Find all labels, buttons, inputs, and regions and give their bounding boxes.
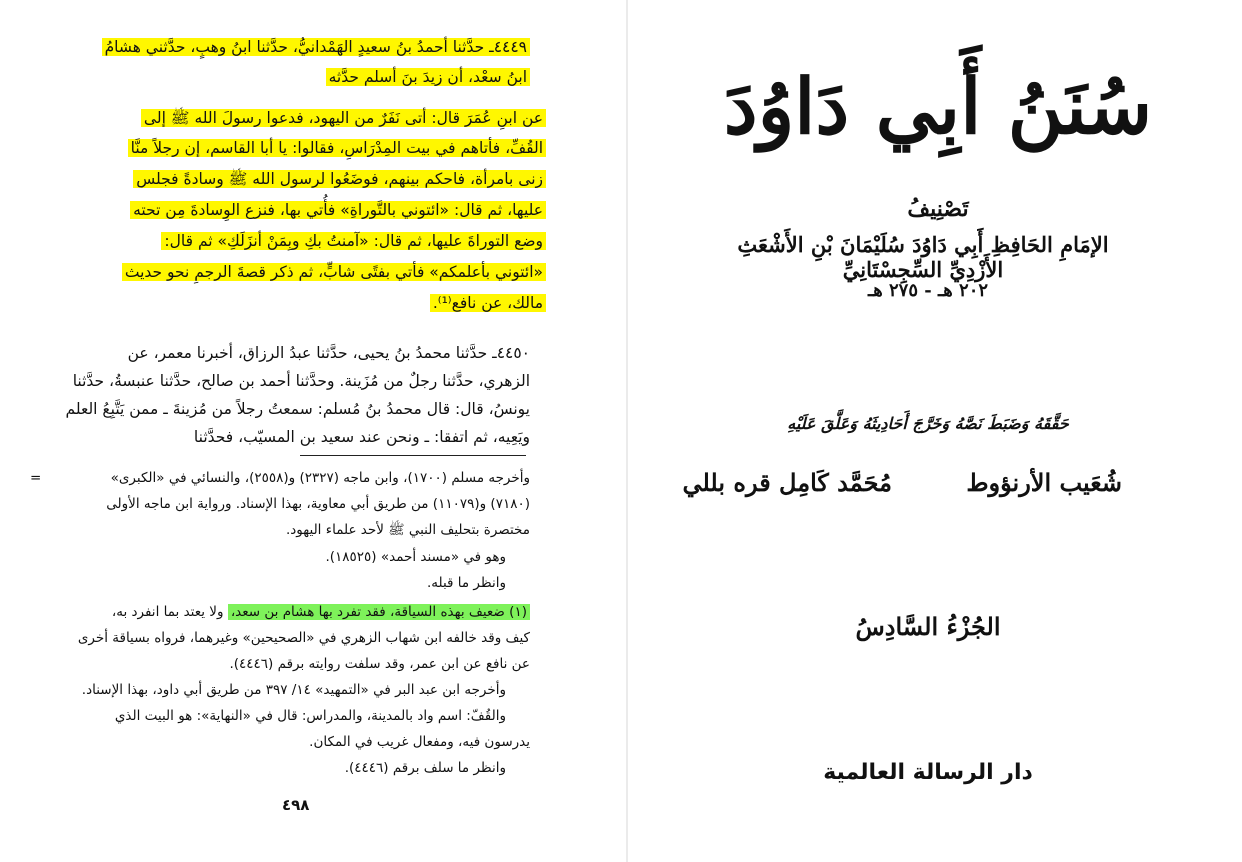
highlighted-text: القُفِّ، فأتاهم في بيت المِدْرَاسِ، فقالوا: يا أبا القاسم، إن رجلاً منَّا <box>128 139 546 157</box>
volume-label: الجُزْءُ السَّادِسُ <box>855 612 1001 641</box>
highlighted-text: عليها، ثم قال: «ائتوني بالتَّوراةِ» فأُتي بها، فنزع الوِسادةَ مِن تحته <box>130 201 546 219</box>
matn-line-6 <box>122 259 546 285</box>
footnote-prev-line-2: (٧١٨٠) و(١١٠٧٩) من طريق أبي معاوية، بهذا الإسناد. ورواية ابن ماجه الأولى <box>106 496 530 512</box>
matn-line-3 <box>133 166 546 192</box>
editor-2: مُحَمَّد كَامِل قره بللي <box>682 468 892 497</box>
footnote-prev-line-5: وانظر ما قبله. <box>426 575 506 591</box>
matn-line-7 <box>430 290 546 316</box>
footnote-prev-line-3: مختصرة بتحليف النبي ﷺ لأحد علماء اليهود. <box>286 522 530 538</box>
matn-line-1 <box>141 105 546 131</box>
author-dates: ٢٠٢ هـ - ٢٧٥ هـ <box>867 280 989 301</box>
footnote-1-line-6: يدرسون فيه، ومفعال غريب في المكان. <box>309 734 530 750</box>
hadith-4450-line-4: ويَعِيه، ثم اتفقا: ـ ونحن عند سعيد بن المسيّب، فحدَّثنا <box>193 428 530 446</box>
footnote-1-line-5: والقُفّ: اسم واد بالمدينة، والمدراس: قال في «النهاية»: هو البيت الذي <box>114 708 506 724</box>
author-name: الإمَامِ الحَافِظِ أَبِي دَاوُدَ سُلَيْمَانَ بْنِ الأَشْعَثِ الأَزْدِيِّ السِّجِسْتَانِيِّ <box>737 232 1109 282</box>
highlighted-text: وضع التوراةَ عليها، ثم قال: «آمنتُ بكِ وبِمَنْ أنزَلَكِ» ثم قال: <box>161 232 546 250</box>
highlighted-text: زنى بامرأة، فاحكم بينهم، فوضَعُوا لرسول الله ﷺ وسادةً فجلس <box>133 170 546 188</box>
matn-line-2 <box>128 135 546 161</box>
page-number: ٤٩٨ <box>282 796 310 814</box>
highlighted-text: مالك، عن نافع⁽¹⁾. <box>430 294 546 312</box>
highlighted-text: ابنُ سعْد، أن زيدَ بنَ أسلم حدَّثه <box>326 68 530 86</box>
publisher-name: دار الرسالة العالمية <box>823 760 1033 785</box>
footnote-separator <box>300 455 526 456</box>
footnote-1-rest: ولا يعتد بما انفرد به، <box>111 604 224 620</box>
highlighted-text: ٤٤٤٩ـ حدَّثنا أحمدُ بنُ سعيدٍ الهَمْدانيُّ، حدَّثنا ابنُ وهبٍ، حدَّثني هشامُ <box>102 38 530 56</box>
editor-1: شُعَيب الأرنؤوط <box>966 468 1122 497</box>
matn-line-4 <box>130 197 546 223</box>
book-title: سُنَنُ أَبِي دَاوُدَ <box>723 62 1153 151</box>
highlighted-text: «ائتوني بأعلمكم» فأتي بفتًى شابٍّ، ثم ذكر قصةَ الرجمِ نحو حديث <box>122 263 546 281</box>
highlighted-text: عن ابنِ عُمَرَ قال: أتى نَفَرٌ من اليهود، فدعوا رسولَ الله ﷺ إلى <box>141 109 546 127</box>
footnote-prev-line-4: وهو في «مسند أحمد» (١٨٥٢٥). <box>325 549 506 565</box>
footnote-1-line-3: عن نافع عن ابن عمر، وقد سلفت روايته برقم (٤٤٤٦). <box>229 656 530 672</box>
right-page <box>628 0 1242 862</box>
hadith-4450-line-2: الزهري، حدَّثنا رجلٌ من مُزَينة. وحدَّثنا أحمد بن صالح، حدَّثنا عنبسةُ، حدَّثنا <box>72 372 530 390</box>
footnote-1-line-4: وأخرجه ابن عبد البر في «التمهيد» ١٤/ ٣٩٧ من طريق أبي داود، بهذا الإسناد. <box>81 682 506 698</box>
tasnif-label: تَصْنِيفُ <box>907 196 969 222</box>
hadith-4450-line-3: يونسُ، قال: قال محمدُ بنُ مُسلم: سمعتُ رجلاً من مُزينةَ ـ ممن يَتَّبِعُ العلم <box>65 400 530 418</box>
footnote-1-line-7: وانظر ما سلف برقم (٤٤٤٦). <box>344 760 506 776</box>
hadith-4449-line-1 <box>102 34 530 60</box>
hadith-4449-line-2 <box>326 64 530 90</box>
tahqiq-line: حَقَّقَهُ وَضَبَطَ نَصَّهُ وَخَرَّجَ أَحَادِيثَهُ وَعَلَّقَ عَلَيْهِ <box>787 414 1069 433</box>
highlighted-note: (١) ضعيف بهذه السياقة، فقد تفرد بها هشام بن سعد، <box>228 604 530 620</box>
footnote-1-line-2: كيف وقد خالفه ابن شهاب الزهري في «الصحيحين» وغيرهما، فرواه بسياقة أخرى <box>77 630 530 646</box>
footnote-prev-line-1: وأخرجه مسلم (١٧٠٠)، وابن ماجه (٢٣٢٧) و(٢٥٥٨)، والنسائي في «الكبرى» <box>110 470 530 486</box>
continuation-mark: = <box>30 470 42 486</box>
hadith-4450-line-1: ٤٤٥٠ـ حدَّثنا محمدُ بنُ يحيى، حدَّثنا عبدُ الرزاق، أخبرنا معمر، عن <box>127 344 530 362</box>
footnote-1-line-1 <box>112 600 530 624</box>
matn-line-5 <box>161 228 546 254</box>
